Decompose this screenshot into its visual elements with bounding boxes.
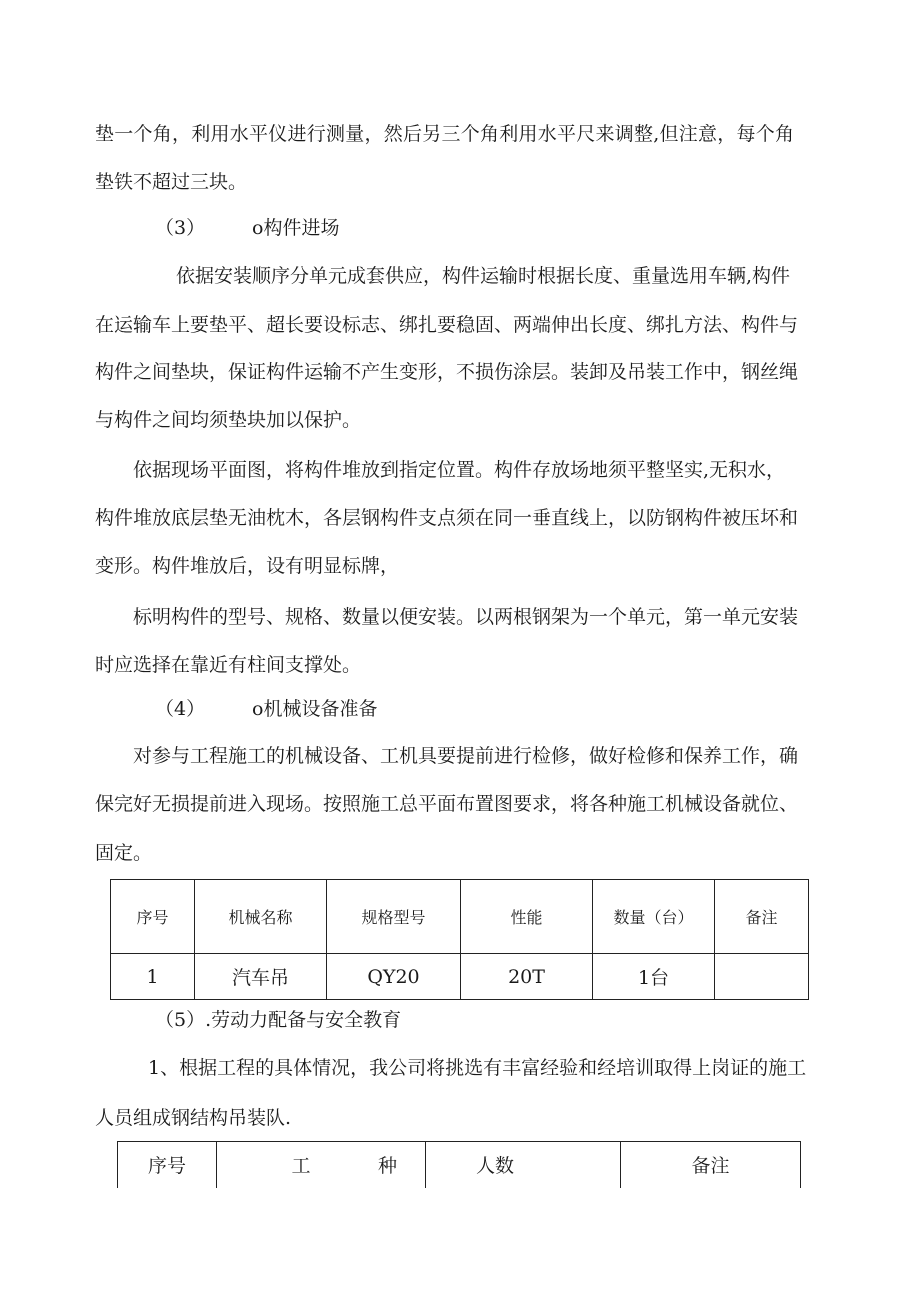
paragraph-line: 垫一个角，利用水平仪进行测量，然后另三个角利用水平尺来调整,但注意，每个角 bbox=[95, 123, 795, 145]
table-header-cell: 序号 bbox=[111, 880, 195, 954]
table-header-cell: 机械名称 bbox=[195, 880, 327, 954]
paragraph-line: 变形。构件堆放后，设有明显标牌， bbox=[95, 555, 400, 577]
table-header-cell: 备注 bbox=[715, 880, 809, 954]
table-header-row bbox=[111, 880, 809, 954]
table-header-cell: 工 bbox=[217, 1142, 321, 1188]
paragraph-line: 构件之间垫块，保证构件运输不产生变形，不损伤涂层。装卸及吊装工作中，钢丝绳 bbox=[95, 361, 799, 383]
paragraph-line: 固定。 bbox=[95, 842, 153, 864]
paragraph-line: 依据安装顺序分单元成套供应，构件运输时根据长度、重量选用车辆,构件 bbox=[176, 265, 791, 287]
paragraph-line: 对参与工程施工的机械设备、工机具要提前进行检修，做好检修和保养工作，确 bbox=[133, 745, 799, 767]
table-cell: QY20 bbox=[327, 954, 461, 1000]
table-row bbox=[111, 954, 809, 1000]
paragraph-line: 垫铁不超过三块。 bbox=[95, 171, 248, 193]
table-cell: 汽车吊 bbox=[195, 954, 327, 1000]
section-heading-title: o机械设备准备 bbox=[252, 698, 378, 720]
paragraph-line: 标明构件的型号、规格、数量以便安装。以两根钢架为一个单元，第一单元安装 bbox=[133, 606, 799, 628]
section-heading-number: （4） bbox=[155, 698, 206, 720]
table-header-cell: 数量（台） bbox=[593, 880, 715, 954]
table-cell: 1 bbox=[111, 954, 195, 1000]
paragraph-line: 1、根据工程的具体情况，我公司将挑选有丰富经验和经培训取得上岗证的施工 bbox=[148, 1057, 807, 1079]
table-cell: 20T bbox=[461, 954, 593, 1000]
table-cell bbox=[715, 954, 809, 1000]
table-header-cell: 人数 bbox=[426, 1142, 621, 1188]
section-heading-title: o构件进场 bbox=[252, 217, 340, 239]
table-cell: 1台 bbox=[593, 954, 715, 1000]
paragraph-line: 人员组成钢结构吊装队. bbox=[95, 1107, 292, 1129]
paragraph-line: 时应选择在靠近有柱间支撑处。 bbox=[95, 654, 362, 676]
paragraph-line: 依据现场平面图，将构件堆放到指定位置。构件存放场地须平整坚实,无积水， bbox=[133, 459, 786, 481]
paragraph-line: 与构件之间均须垫块加以保护。 bbox=[95, 409, 362, 431]
labor-table bbox=[117, 1141, 801, 1188]
table-header-cell: 种 bbox=[321, 1142, 426, 1188]
paragraph-line: 保完好无损提前进入现场。按照施工总平面布置图要求，将各种施工机械设备就位、 bbox=[95, 793, 799, 815]
paragraph-line: 在运输车上要垫平、超长要设标志、绑扎要稳固、两端伸出长度、绑扎方法、构件与 bbox=[95, 314, 799, 336]
table-header-cell: 规格型号 bbox=[327, 880, 461, 954]
table-header-cell: 性能 bbox=[461, 880, 593, 954]
table-header-row bbox=[118, 1142, 801, 1188]
section-heading: （5）.劳动力配备与安全教育 bbox=[155, 1009, 402, 1031]
table-header-cell: 备注 bbox=[621, 1142, 801, 1188]
table-header-cell: 序号 bbox=[118, 1142, 217, 1188]
paragraph-line: 构件堆放底层垫无油枕木，各层钢构件支点须在同一垂直线上，以防钢构件被压坏和 bbox=[95, 507, 799, 529]
equipment-table bbox=[110, 879, 809, 1000]
section-heading-number: （3） bbox=[155, 217, 206, 239]
